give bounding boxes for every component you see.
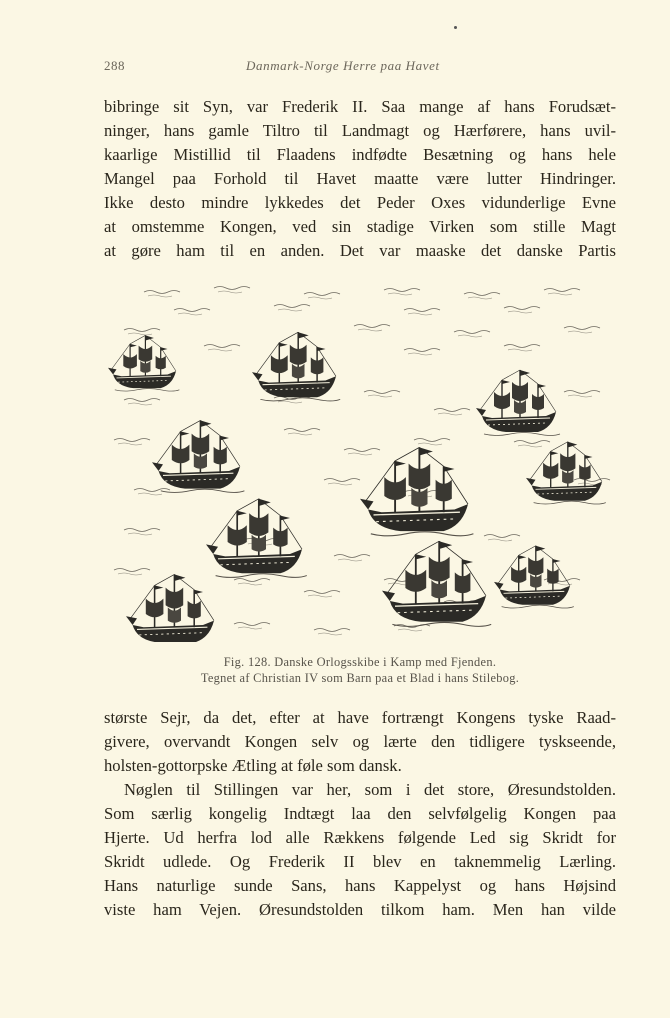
text-line: givere, overvandt Kongen selv og lærte den tidligere tyskseende, xyxy=(104,732,616,751)
running-header xyxy=(104,58,616,78)
text-line: at gøre ham til en anden. Det var maaske det danske Partis xyxy=(104,241,616,260)
figure-caption xyxy=(104,654,616,686)
text-line: Mangel paa Forhold til Havet maatte være lutter Hindringer. xyxy=(104,169,616,188)
body-text-top xyxy=(104,95,616,263)
caption-line: Fig. 128. Danske Orlogsskibe i Kamp med Fjenden. xyxy=(223,655,497,669)
text-line: Hans naturlige sunde Sans, hans Kappelyst og hans Højsind xyxy=(104,876,616,895)
text-line: kaarlige Mistillid til Flaadens indfødte Besætning og hans hele xyxy=(104,145,616,164)
text-line: Hjerte. Ud herfra lod alle Rækkens følgende Led sig Skridt for xyxy=(104,828,616,847)
text-line: viste ham Vejen. Øresundstolden tilkom ham. Men han vilde xyxy=(104,900,616,919)
text-line: ninger, hans gamle Tiltro til Landmagt og Hærførere, hans uvil- xyxy=(104,121,616,140)
page-speck xyxy=(454,26,457,29)
caption-line: Tegnet af Christian IV som Barn paa et Blad i hans Stilebog. xyxy=(200,671,520,685)
body-text-bottom xyxy=(104,706,616,922)
text-line: Nøglen til Stillingen var her, som i det store, Øresundstolden. xyxy=(124,780,616,799)
ship-group xyxy=(108,332,606,642)
text-line: største Sejr, da det, efter at have fortrængt Kongens tyske Raad- xyxy=(104,708,616,727)
warships-illustration xyxy=(104,280,616,642)
text-line: Skridt udlede. Og Frederik II blev en taknemmelig Lærling. xyxy=(104,852,616,871)
running-title: Danmark-Norge Herre paa Havet xyxy=(246,58,440,73)
text-line: bibringe sit Syn, var Frederik II. Saa mange af hans Forudsæt- xyxy=(104,97,616,116)
text-line: Som særlig kongelig Indtægt laa den selvfølgelig Kongen paa xyxy=(104,804,616,823)
ship-drawing-figure xyxy=(104,280,616,642)
page-number: 288 xyxy=(104,58,125,73)
text-line: at omstemme Kongen, ved sin stadige Virken som stille Magt xyxy=(104,217,616,236)
text-line: holsten-gottorpske Ætling at føle som dansk. xyxy=(104,756,402,775)
text-line: Ikke desto mindre lykkedes det Peder Oxes vidunderlige Evne xyxy=(104,193,616,212)
